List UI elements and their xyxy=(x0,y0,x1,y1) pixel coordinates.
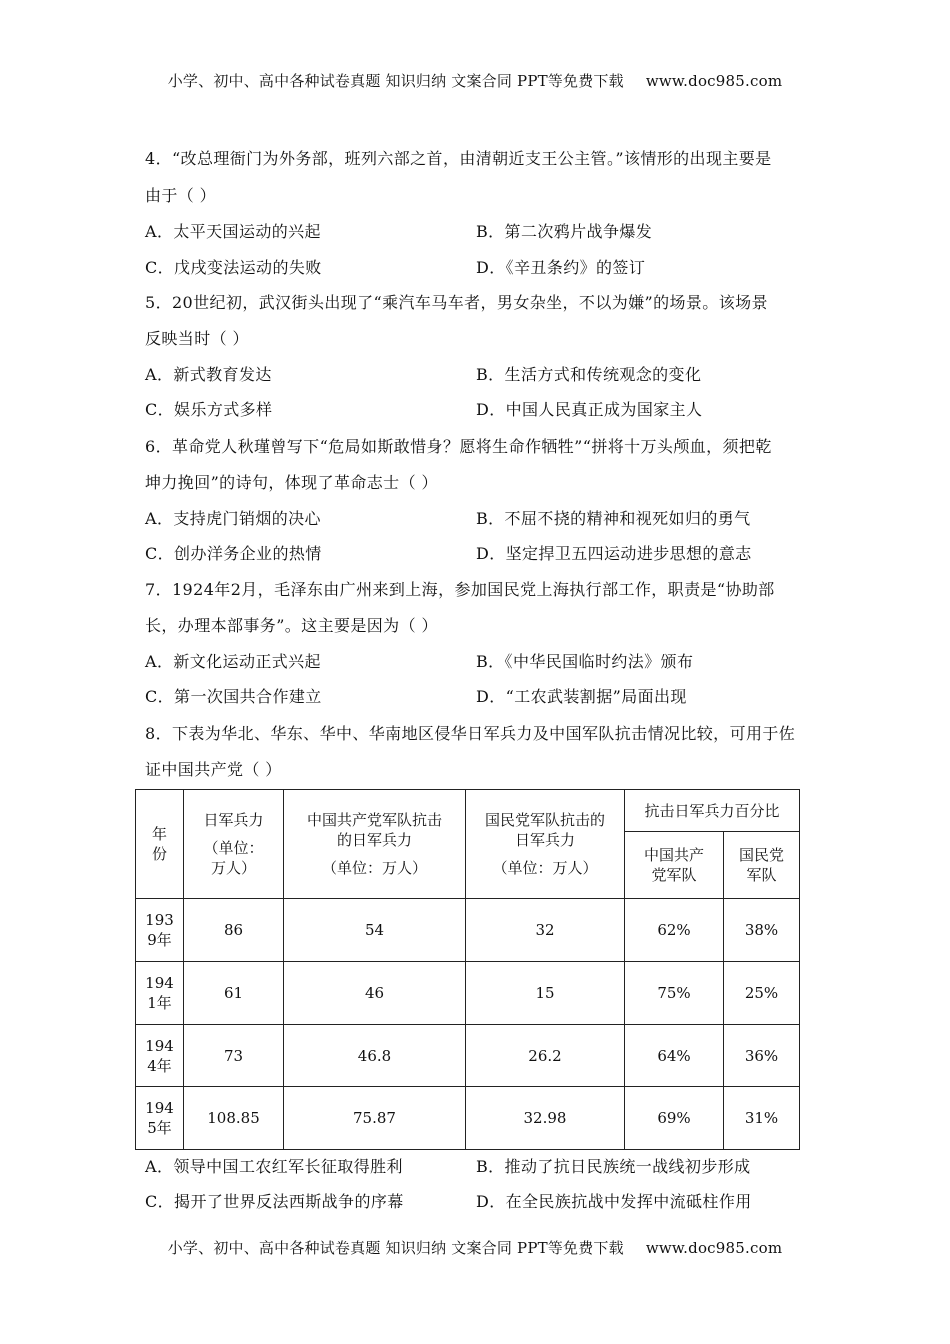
cell-year-line1: 194 xyxy=(145,1036,174,1055)
page-footer xyxy=(0,1237,950,1258)
header-year-line2: 份 xyxy=(151,845,167,863)
cell-year-line1: 193 xyxy=(145,911,174,929)
question-6-option-c: C．创办洋务企业的热情 xyxy=(145,544,322,563)
cell-cpc: 46.8 xyxy=(284,1025,466,1087)
question-7-option-b: B．《中华民国临时约法》颁布 xyxy=(476,652,694,671)
header-kmt-line1: 国民党军队抗击的 xyxy=(484,811,605,829)
cell-pct-kmt: 38% xyxy=(724,899,800,962)
table-row xyxy=(136,1025,800,1087)
table-row xyxy=(136,1087,800,1150)
cell-pct-cpc: 69% xyxy=(625,1087,724,1150)
cell-kmt: 32 xyxy=(466,899,625,962)
question-7-option-a: A．新文化运动正式兴起 xyxy=(145,652,321,671)
footer-text: 小学、初中、高中各种试卷真题 知识归纳 文案合同 PPT等免费下载 xyxy=(167,1239,624,1257)
question-4-option-c: C．戊戌变法运动的失败 xyxy=(145,258,322,277)
cell-year-line1: 194 xyxy=(145,974,174,992)
header-kmt-line3: （单位：万人） xyxy=(492,859,598,877)
header-pct-kmt-line1: 国民党 xyxy=(739,846,785,864)
cell-japan: 61 xyxy=(184,962,284,1025)
question-5-stem: 5．20世纪初，武汉街头出现了“乘汽车马车者，男女杂坐，不以为嫌”的场景。该场景 xyxy=(145,293,768,312)
cell-japan: 86 xyxy=(184,899,284,962)
header-pct-cpc-line2: 党军队 xyxy=(651,866,697,884)
cell-year-line2: 9年 xyxy=(147,931,172,949)
question-6-option-d: D．坚定捍卫五四运动进步思想的意志 xyxy=(476,544,752,563)
question-8-option-a: A．领导中国工农红军长征取得胜利 xyxy=(145,1157,403,1176)
question-8-option-d: D．在全民族抗战中发挥中流砥柱作用 xyxy=(476,1192,752,1211)
header-site-link[interactable]: www.doc985.com xyxy=(645,72,783,90)
header-japan-troops xyxy=(184,790,284,899)
question-4-option-b: B．第二次鸦片战争爆发 xyxy=(476,222,653,241)
troop-comparison-table xyxy=(135,789,800,1150)
cell-kmt: 15 xyxy=(466,962,625,1025)
cell-year xyxy=(136,899,184,962)
cell-year xyxy=(136,962,184,1025)
question-6-option-a: A．支持虎门销烟的决心 xyxy=(145,509,321,528)
cell-cpc: 46 xyxy=(284,962,466,1025)
question-6-stem-cont: 坤力挽回”的诗句，体现了革命志士（ ） xyxy=(145,473,438,492)
cell-kmt: 32.98 xyxy=(466,1087,625,1150)
cell-pct-kmt: 25% xyxy=(724,962,800,1025)
header-year-line1: 年 xyxy=(151,825,167,843)
cell-pct-cpc: 64% xyxy=(625,1025,724,1087)
header-japan-line1: 日军兵力 xyxy=(203,811,264,829)
header-pct-kmt xyxy=(724,832,800,899)
question-8-option-b: B．推动了抗日民族统一战线初步形成 xyxy=(476,1157,751,1176)
header-percentage: 抗击日军兵力百分比 xyxy=(625,790,800,832)
question-8-stem: 8．下表为华北、华东、华中、华南地区侵华日军兵力及中国军队抗击情况比较，可用于佐 xyxy=(145,724,796,743)
table-row xyxy=(136,962,800,1025)
header-japan-line3: 万人） xyxy=(210,859,256,877)
question-5-option-c: C．娱乐方式多样 xyxy=(145,400,273,419)
header-year xyxy=(136,790,184,899)
question-4-option-a: A．太平天国运动的兴起 xyxy=(145,222,321,241)
header-kmt-line2: 日军兵力 xyxy=(514,831,575,849)
question-4-stem-cont: 由于（ ） xyxy=(145,186,217,205)
question-7-stem-cont: 长，办理本部事务”。这主要是因为（ ） xyxy=(145,616,438,635)
cell-japan: 73 xyxy=(184,1025,284,1087)
question-5-option-d: D．中国人民真正成为国家主人 xyxy=(476,400,703,419)
cell-year-line2: 1年 xyxy=(147,994,172,1012)
table-header-row xyxy=(136,790,800,832)
cell-year-line1: 194 xyxy=(145,1099,174,1117)
header-cpc-resisted xyxy=(284,790,466,899)
cell-year-line2: 4年 xyxy=(147,1056,172,1075)
cell-pct-kmt: 36% xyxy=(724,1025,800,1087)
page-header xyxy=(0,70,950,91)
cell-year-line2: 5年 xyxy=(147,1119,172,1137)
cell-year xyxy=(136,1087,184,1150)
question-4-option-d: D．《辛丑条约》的签订 xyxy=(476,258,646,277)
header-pct-cpc xyxy=(625,832,724,899)
question-7-option-d: D．“工农武装割据”局面出现 xyxy=(476,687,687,706)
question-7-stem: 7．1924年2月，毛泽东由广州来到上海，参加国民党上海执行部工作，职责是“协助部 xyxy=(145,580,775,599)
question-7-option-c: C．第一次国共合作建立 xyxy=(145,687,322,706)
question-8-option-c: C．揭开了世界反法西斯战争的序幕 xyxy=(145,1192,404,1211)
cell-pct-cpc: 62% xyxy=(625,899,724,962)
header-pct-cpc-line1: 中国共产 xyxy=(643,846,704,864)
question-6-stem: 6．革命党人秋瑾曾写下“危局如斯敢惜身？愿将生命作牺牲”“拼将十万头颅血，须把乾 xyxy=(145,437,772,456)
cell-cpc: 54 xyxy=(284,899,466,962)
question-8-stem-cont: 证中国共产党（ ） xyxy=(145,760,282,779)
header-kmt-resisted xyxy=(466,790,625,899)
cell-japan: 108.85 xyxy=(184,1087,284,1150)
cell-pct-cpc: 75% xyxy=(625,962,724,1025)
table-row xyxy=(136,899,800,962)
question-4-stem: 4．“改总理衙门为外务部，班列六部之首，由清朝近支王公主管。”该情形的出现主要是 xyxy=(145,149,772,168)
cell-pct-kmt: 31% xyxy=(724,1087,800,1150)
cell-kmt: 26.2 xyxy=(466,1025,625,1087)
header-cpc-line1: 中国共产党军队抗击 xyxy=(306,811,442,829)
question-5-option-b: B．生活方式和传统观念的变化 xyxy=(476,365,702,384)
header-text: 小学、初中、高中各种试卷真题 知识归纳 文案合同 PPT等免费下载 xyxy=(167,72,624,90)
header-cpc-line2: 的日军兵力 xyxy=(336,831,412,849)
question-5-stem-cont: 反映当时（ ） xyxy=(145,329,249,348)
question-6-option-b: B．不屈不挠的精神和视死如归的勇气 xyxy=(476,509,751,528)
cell-cpc: 75.87 xyxy=(284,1087,466,1150)
header-japan-line2: （单位： xyxy=(203,839,264,857)
header-pct-kmt-line2: 军队 xyxy=(746,866,777,884)
cell-year xyxy=(136,1025,184,1087)
footer-site-link[interactable]: www.doc985.com xyxy=(645,1239,783,1257)
question-5-option-a: A．新式教育发达 xyxy=(145,365,272,384)
header-cpc-line3: （单位：万人） xyxy=(321,859,427,877)
